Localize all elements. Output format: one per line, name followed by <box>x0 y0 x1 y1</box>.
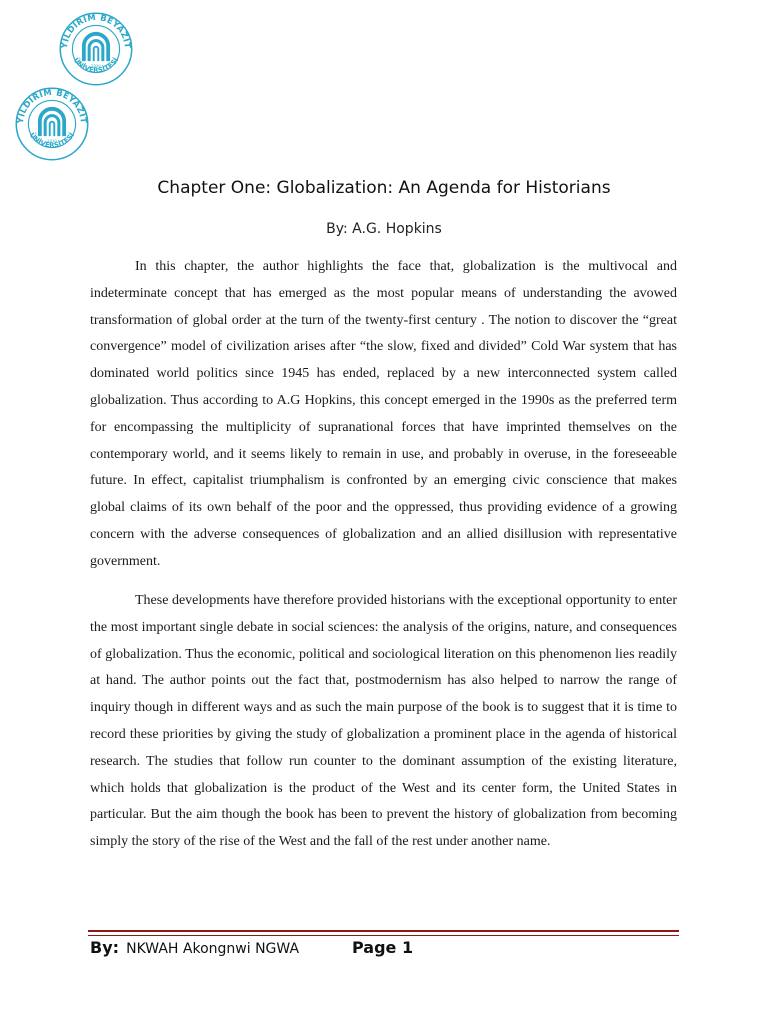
svg-text:ÜNİVERSİTESİ: ÜNİVERSİTESİ <box>27 131 77 150</box>
footer-byline <box>90 938 299 957</box>
svg-text:ÜNİVERSİTESİ: ÜNİVERSİTESİ <box>71 56 121 75</box>
footer-divider <box>88 930 679 932</box>
university-logo <box>58 11 134 87</box>
author-line: By: A.G. Hopkins <box>326 221 442 237</box>
chapter-title: Chapter One: Globalization: An Agenda for Historians <box>157 178 611 198</box>
body-paragraph: These developments have therefore provided historians with the exceptional opportunity to enter the most important single debate in social sciences: the analysis of the origins, nature, and consequences of globalization. Thus the economic, political and sociological literation on this phenomenon lies readily at hand. The author points out the fact that, postmodernism has also helped to narrow the range of inquiry though in different ways and as such the main purpose of the book is to suggest that it is time to record these priorities by giving the study of globalization a prominent place in the agenda of historical research. The studies that follow run counter to the dominant assumption of the existing literature, which holds that globalization is the product of the West and its center form, the United States in particular. But the aim though the book has been to prevent the history of globalization from becoming simply the story of the rise of the West and the fall of the rest under another name. <box>90 593 677 850</box>
svg-text:2010: 2010 <box>91 63 101 69</box>
footer-author-name: NKWAH Akongnwi NGWA <box>126 941 300 957</box>
footer-by-label: By: <box>90 938 120 957</box>
svg-text:2010: 2010 <box>47 138 57 144</box>
svg-text:YILDIRIM BEYAZIT: YILDIRIM BEYAZIT <box>14 86 89 124</box>
body-paragraph: In this chapter, the author highlights the face that, globalization is the multivocal and indeterminate concept that has emerged as the most popular means of understanding the avowed transformation of global order at the turn of the twenty-first century . The notion to discover the “great convergence” model of civilization arises after “the slow, fixed and divided” Cold War system that has dominated world politics since 1945 has ended, replaced by a new interconnected system called globalization. Thus according to A.G Hopkins, this concept emerged in the 1990s as the preferred term for encompassing the multiplicity of supranational forces that have imprinted themselves on the contemporary world, and it seems likely to remain in use, and probably in overuse, in the foreseeable future. In effect, capitalist triumphalism is confronted by an emerging civic conscience that makes global claims of its own behalf of the poor and the oppressed, thus providing evidence of a growing concern with the adverse consequences of globalization and an allied disillusion with representative government. <box>90 259 677 569</box>
page-number: Page 1 <box>352 938 414 957</box>
svg-text:YILDIRIM BEYAZIT: YILDIRIM BEYAZIT <box>58 11 133 49</box>
university-logo <box>14 86 90 162</box>
footer-divider <box>88 935 679 936</box>
